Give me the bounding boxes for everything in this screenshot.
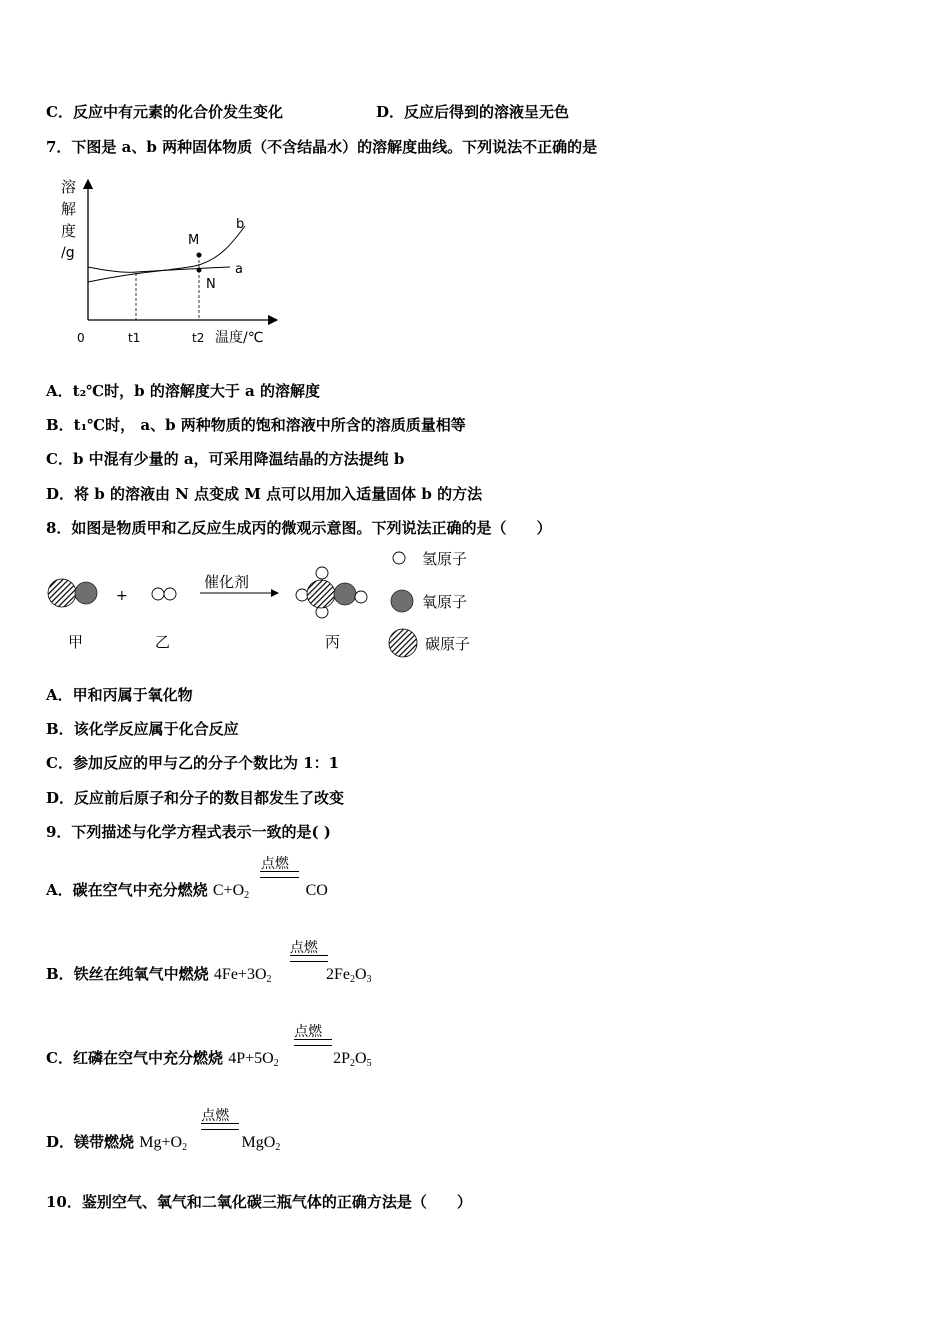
- q7-stem: 7．下图是 a、b 两种固体物质（不含结晶水）的溶解度曲线。下列说法不正确的是: [46, 138, 598, 156]
- q9-option-d: [46, 1108, 281, 1153]
- q9-option-d-label: D．镁带燃烧: [46, 1133, 135, 1151]
- bing-oxygen-atom: [334, 583, 356, 605]
- q9-option-d-equation: $Mg+O_2$ MgO$_2$ 点燃: [139, 1133, 280, 1153]
- label-b: b: [236, 217, 245, 232]
- solubility-graph: [55, 172, 290, 357]
- bing-carbon-atom: [307, 580, 335, 608]
- legend-oxygen: 氧原子: [422, 593, 468, 611]
- equals-bar: [294, 1039, 332, 1046]
- jia-carbon-atom: [48, 579, 76, 607]
- bing-hydrogen-right: [355, 591, 367, 603]
- legend-carbon: 碳原子: [425, 635, 471, 653]
- label-t1: t1: [128, 331, 141, 345]
- label-x-axis: 温度/℃: [215, 330, 264, 346]
- yi-hydrogen-atom-1: [152, 588, 164, 600]
- bing-hydrogen-top: [316, 567, 328, 579]
- q6-option-c: C．反应中有元素的化合价发生变化: [46, 103, 283, 121]
- equals-bar: [260, 871, 299, 878]
- label-yi: 乙: [155, 633, 171, 651]
- q9-option-c-equation: $4P+5O_2$ $2P_2O_5$ 点燃: [228, 1049, 371, 1069]
- label-origin: 0: [77, 331, 85, 345]
- label-t2: t2: [192, 331, 205, 345]
- condition-label: 点燃: [201, 1108, 230, 1124]
- ylabel-3: 度: [61, 222, 77, 240]
- label-a: a: [235, 262, 243, 277]
- q9-option-b: [46, 940, 372, 985]
- catalyst-label: 催化剂: [204, 573, 250, 591]
- q7-option-a: A．t₂℃时，b 的溶解度大于 a 的溶解度: [46, 382, 320, 400]
- point-n: [197, 268, 202, 273]
- condition-label: 点燃: [289, 940, 318, 956]
- q6-option-d: D．反应后得到的溶液呈无色: [376, 103, 570, 121]
- ylabel-4: /g: [61, 245, 75, 261]
- plus-sign: +: [116, 588, 128, 604]
- legend-hydrogen: 氢原子: [422, 550, 468, 568]
- q8-option-a: A．甲和丙属于氧化物: [46, 686, 193, 704]
- reaction-diagram: [40, 545, 500, 665]
- condition-label: 点燃: [260, 856, 289, 872]
- label-jia: 甲: [68, 633, 84, 651]
- q8-option-d: D．反应前后原子和分子的数目都发生了改变: [46, 789, 345, 807]
- q9-option-a-equation: $C+O_2$ CO 点燃: [213, 881, 328, 901]
- legend-hydrogen-icon: [393, 552, 405, 564]
- q10-stem: 10．鉴别空气、氧气和二氧化碳三瓶气体的正确方法是（ ）: [46, 1193, 472, 1211]
- bing-hydrogen-left: [296, 589, 308, 601]
- q9-option-a: [46, 856, 328, 901]
- label-n: N: [206, 277, 216, 292]
- q9-option-c: [46, 1024, 372, 1069]
- point-m: [197, 253, 202, 258]
- q8-option-c: C．参加反应的甲与乙的分子个数比为 1：1: [46, 754, 340, 772]
- q7-option-c: C．b 中混有少量的 a，可采用降温结晶的方法提纯 b: [46, 450, 405, 468]
- q9-option-b-equation: $4Fe+3O_2$ $2Fe_2O_3$ 点燃: [214, 965, 372, 985]
- ylabel-2: 解: [61, 200, 77, 218]
- condition-label: 点燃: [294, 1024, 323, 1040]
- equals-bar: [201, 1123, 239, 1130]
- q8-option-b: B．该化学反应属于化合反应: [46, 720, 239, 738]
- legend-carbon-icon: [389, 629, 417, 657]
- ylabel-1: 溶: [61, 178, 77, 196]
- q8-stem: 8．如图是物质甲和乙反应生成丙的微观示意图。下列说法正确的是（ ）: [46, 519, 552, 537]
- q9-option-c-label: C．红磷在空气中充分燃烧: [46, 1049, 223, 1067]
- yi-hydrogen-atom-2: [164, 588, 176, 600]
- legend-oxygen-icon: [391, 590, 413, 612]
- q7-option-d: D．将 b 的溶液由 N 点变成 M 点可以用加入适量固体 b 的方法: [46, 485, 483, 503]
- q7-option-b: B．t₁℃时， a、b 两种物质的饱和溶液中所含的溶质质量相等: [46, 416, 466, 434]
- q9-stem: 9．下列描述与化学方程式表示一致的是( ): [46, 823, 331, 841]
- q9-option-b-label: B．铁丝在纯氧气中燃烧: [46, 965, 209, 983]
- label-bing: 丙: [325, 633, 341, 651]
- curve-a: [88, 267, 230, 272]
- curve-b: [88, 226, 245, 282]
- q9-option-a-label: A．碳在空气中充分燃烧: [46, 881, 208, 899]
- equals-bar: [290, 955, 328, 962]
- jia-oxygen-atom: [75, 582, 97, 604]
- label-m: M: [188, 233, 200, 248]
